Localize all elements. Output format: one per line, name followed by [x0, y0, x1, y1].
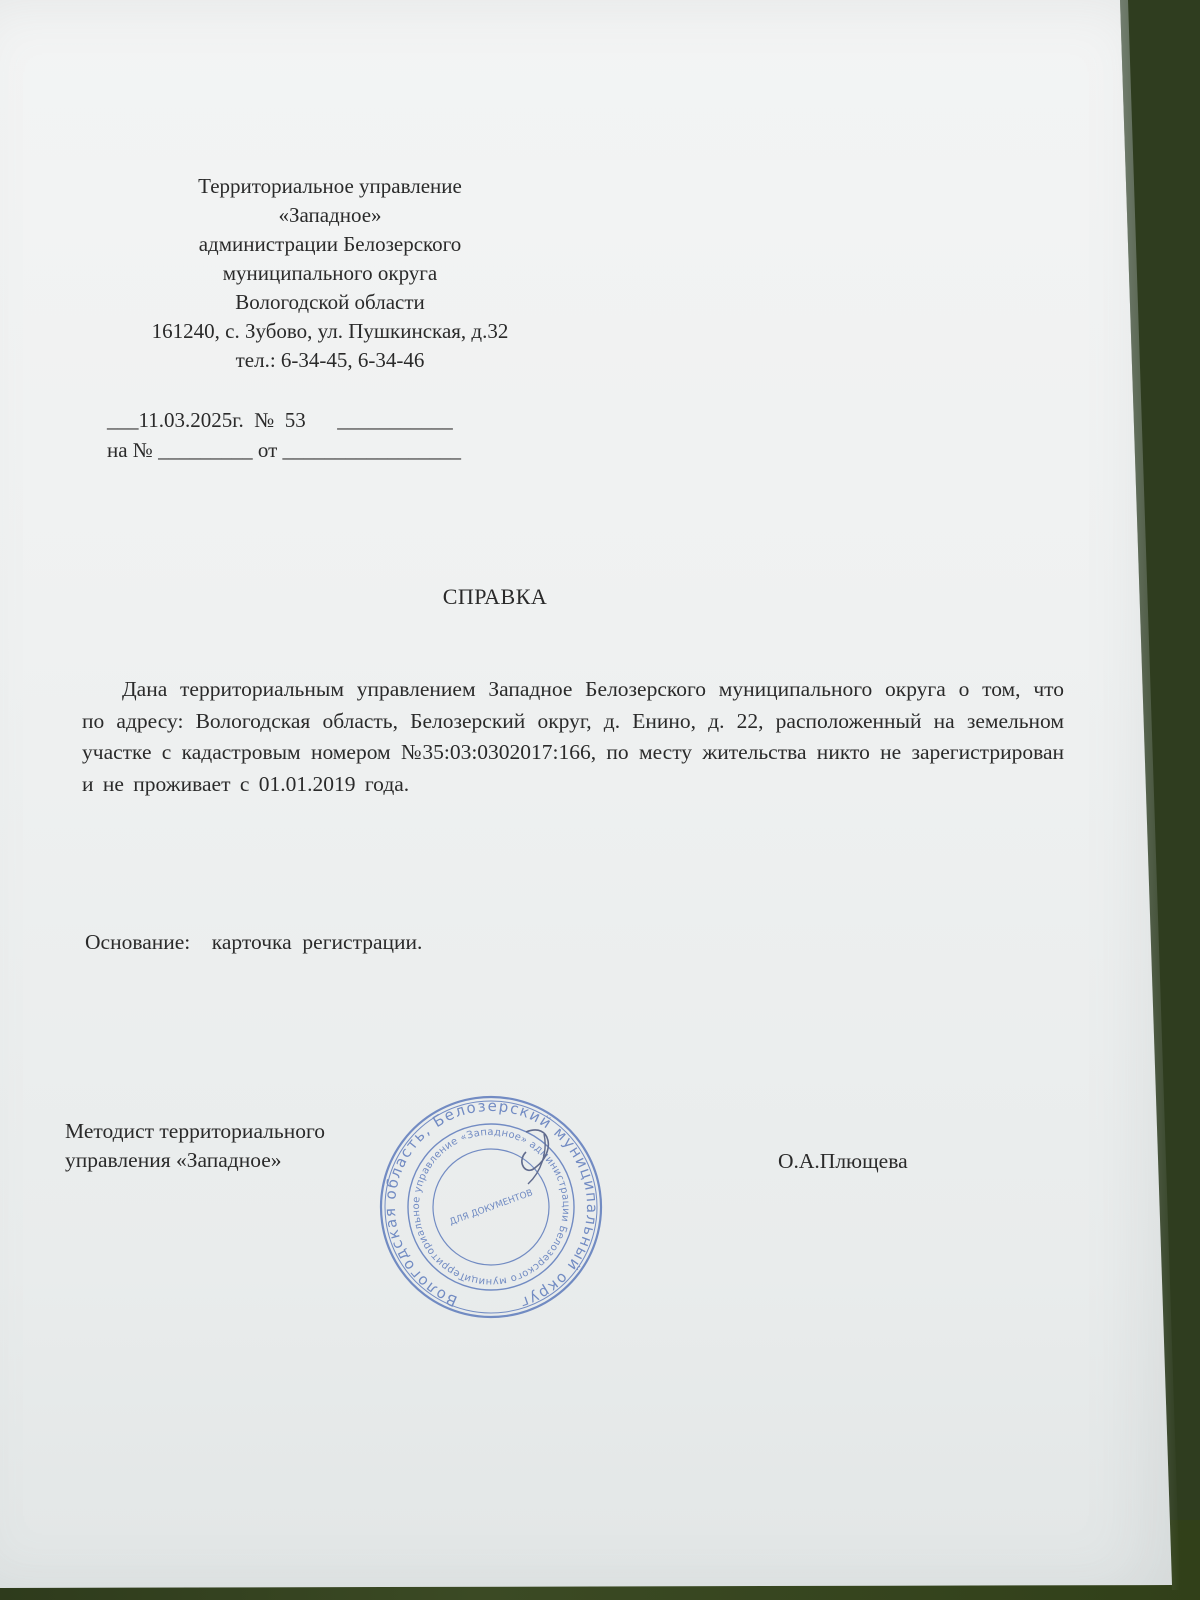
document-title: СПРАВКА	[442, 584, 548, 609]
signer-name: О.А.Плющева	[778, 1149, 908, 1173]
letterhead-line: муниципального округа	[222, 261, 438, 285]
certificate-body: Дана территориальным управлением Западное Белозерского муниципального округа о том, что по адресу: Вологодская область, Белозерский округ, д. Енино, д. 22, расположенный на земельном участке с кадастровым номером №35:03:0302017:166, по месту жительства никто не зарегистрирован и не проживает с 01.01.2019 года.	[82, 677, 1064, 796]
signer-position	[65, 1117, 425, 1175]
letterhead-line: 161240, с. Зубово, ул. Пушкинская, д.32	[151, 319, 509, 343]
basis-line: Основание: карточка регистрации.	[85, 930, 423, 954]
outgoing-number-line: ___11.03.2025г. № 53 ___________	[107, 408, 453, 432]
letterhead-line: Территориальное управление	[198, 174, 462, 198]
letterhead-line: Вологодской области	[235, 290, 425, 314]
official-seal-stamp	[376, 1092, 606, 1322]
stamp-outer-text: Вологодская область, Белозерский муниципальный округ	[380, 1096, 602, 1313]
letterhead-line: администрации Белозерского	[198, 232, 462, 256]
stamp-inner-text: Территориальное управление «Западное» администрации Белозерского муниципального	[410, 1126, 572, 1288]
letterhead-line: «Западное»	[278, 203, 382, 227]
stamp-center-text: ДЛЯ ДОКУМЕНТОВ	[448, 1188, 535, 1228]
signer-position-line: управления «Западное»	[65, 1148, 282, 1172]
incoming-reference-line: на № _________ от _________________	[107, 438, 461, 462]
letterhead-line: тел.: 6-34-45, 6-34-46	[235, 348, 425, 372]
letterhead	[100, 172, 560, 375]
signer-position-line: Методист территориального	[65, 1119, 325, 1143]
